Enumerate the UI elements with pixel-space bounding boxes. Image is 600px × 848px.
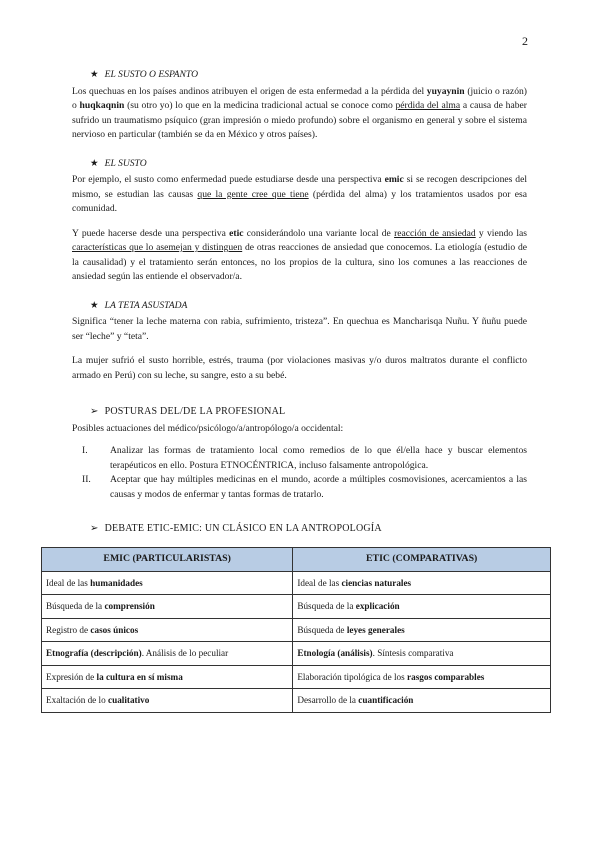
table-cell: Desarrollo de la cuantificación <box>293 689 551 713</box>
table-cell: Exaltación de lo cualitativo <box>42 689 293 713</box>
paragraph-etic: Y puede hacerse desde una perspectiva etic considerándolo una variante local de reacción de ansiedad y viendo las características que lo asemejan y distinguen de otras reacciones de ansiedad que conocemos. La etiología (estudio de la causalidad) y el tratamiento serán entonces, no los propios de la cultura, sino los comunes a las reacciones de ansiedad según las entiende el observador/a. <box>72 227 528 282</box>
table-cell: Búsqueda de la explicación <box>293 595 551 619</box>
table-cell: Etnografía (descripción). Análisis de lo peculiar <box>42 642 293 666</box>
document-body <box>46 68 528 713</box>
table-row <box>42 595 551 619</box>
star-icon: ★ <box>90 299 99 311</box>
list-item: II. Aceptar que hay múltiples medicinas en el mundo, acorde a múltiples cosmovisiones, acercamientos a las causas y modos de enfermar y tantas formas de tratarlo. <box>82 474 527 500</box>
paragraph-emic: Por ejemplo, el susto como enfermedad puede estudiarse desde una perspectiva emic si se recogen descripciones del mismo, se estudian las causas que la gente cree que tiene (pérdida del alma) y los tratamientos usados por esa comunidad. <box>72 174 528 214</box>
table-row <box>42 689 551 713</box>
table-cell: Etnología (análisis). Síntesis comparativa <box>293 642 551 666</box>
star-icon: ★ <box>90 69 99 80</box>
table-row <box>42 571 551 595</box>
posturas-intro: Posibles actuaciones del médico/psicólogo/a/antropólogo/a occidental: <box>72 422 344 434</box>
star-icon: ★ <box>90 157 99 169</box>
table-row <box>42 665 551 689</box>
heading-text: EL SUSTO O ESPANTO <box>104 69 198 80</box>
posturas-list <box>72 444 527 502</box>
table-header-emic: EMIC (PARTICULARISTAS) <box>42 547 293 571</box>
table-cell: Búsqueda de la comprensión <box>42 595 293 619</box>
table-cell: Expresión de la cultura en sí misma <box>42 665 293 689</box>
table-cell: Ideal de las ciencias naturales <box>293 571 551 595</box>
paragraph-teta-2: La mujer sufrió el susto horrible, estrés, trauma (por violaciones masivas y/o duros maltratos durante el conflicto armado en Perú) con su leche, su sangre, esto a su bebé. <box>72 355 527 381</box>
heading-text: EL SUSTO <box>104 157 147 169</box>
table-cell: Registro de casos únicos <box>42 618 293 642</box>
page-number: 2 <box>522 34 528 48</box>
table-cell: Ideal de las humanidades <box>42 571 293 595</box>
table-header-etic: ETIC (COMPARATIVAS) <box>293 547 551 571</box>
section-heading-teta-asustada <box>90 299 527 314</box>
table-row <box>42 642 551 666</box>
table-cell: Búsqueda de leyes generales <box>293 618 551 642</box>
section-heading-debate <box>90 522 527 537</box>
paragraph-teta-1: Significa “tener la leche materna con rabia, sufrimiento, tristeza”. En quechua es Mancharisqa Nuñu. Y ñuñu puede ser “leche” y “teta”. <box>72 316 527 342</box>
emic-etic-table <box>41 547 551 713</box>
arrow-bullet-icon: ➢ <box>90 523 99 534</box>
heading-text: DEBATE ETIC-EMIC: UN CLÁSICO EN LA ANTROPOLOGÍA <box>104 523 382 534</box>
section-heading-susto <box>90 157 527 172</box>
section-heading-susto-espanto <box>90 68 527 83</box>
section-heading-posturas <box>90 405 527 420</box>
arrow-bullet-icon: ➢ <box>90 406 99 417</box>
table-row <box>42 618 551 642</box>
list-item: I. Analizar las formas de tratamiento local como remedios de lo que él/ella hace y buscar elementos terapéuticos en ello. Postura ETNOCÉNTRICA, incluso falsamente antropológica. <box>82 445 527 471</box>
heading-text: POSTURAS DEL/DE LA PROFESIONAL <box>104 406 286 417</box>
paragraph-susto-espanto: Los quechuas en los países andinos atribuyen el origen de esta enfermedad a la pérdida del yuyaynin (juicio o razón) o huqkaqnin (su otro yo) lo que en la medicina tradicional actual se conoce como pérdida del alma a causa de haber sufrido un traumatismo psíquico (gran impresión o miedo profundo) sobre el organismo en general y sobre el sistema nervioso en particular (también se da en México y otros países). <box>72 85 527 140</box>
heading-text: LA TETA ASUSTADA <box>104 299 188 311</box>
table-cell: Elaboración tipológica de los rasgos comparables <box>293 665 551 689</box>
